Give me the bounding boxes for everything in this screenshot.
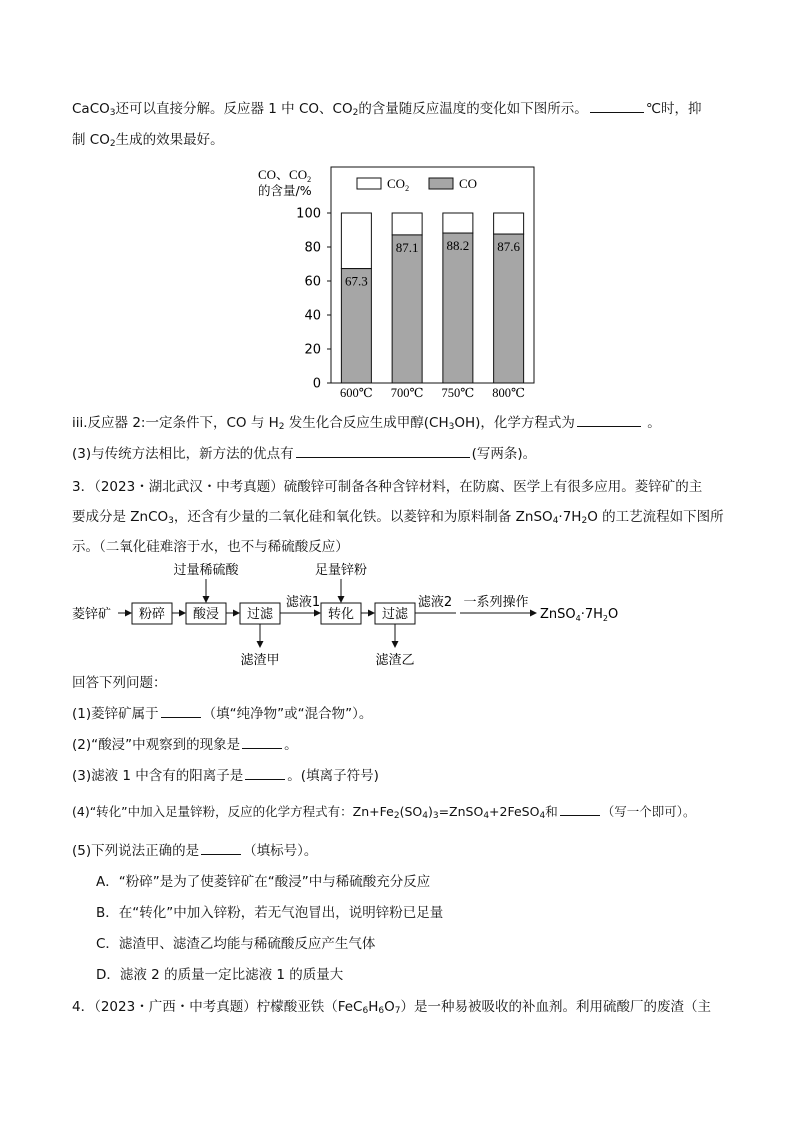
problem-3-line-1: 3．（2023・湖北武汉・中考真题）硫酸锌可制备各种含锌材料，在防腐、医学上有很多应用。菱锌矿的主 [72,479,703,495]
process-flow-diagram [60,558,680,670]
answer-blank-q4[interactable] [560,803,600,816]
answer-intro: 回答下列问题： [72,675,167,691]
flow-residue-1: 滤渣甲 [240,653,280,668]
answer-blank-q3[interactable] [245,767,285,780]
flow-filtrate-2: 滤液2 [417,595,453,610]
bar-value-label: 87.1 [395,239,419,255]
problem-3-line-2: 要成分是 ZnCO$_3$，还含有少量的二氧化硅和氧化铁。以菱锌和为原料制备 $ZnSO_4\cdot 7H_2O$ 的工艺流程如下图所 [72,509,724,526]
flow-reagent-zinc: 足量锌粉 [314,563,368,578]
answer-blank-q5[interactable] [201,842,241,855]
question-iii: iii.反应器 2:一定条件下，CO 与 $H_2$ 发生化合反应生成甲醇$(CH_3OH)$，化学方程式为 。 [72,415,661,432]
option-a: A．“粉碎”是为了使菱锌矿在“酸浸”中与稀硫酸充分反应 [96,874,431,890]
legend-swatch [429,178,453,189]
question-3-advantages: (3)与传统方法相比，新方法的优点有 (写两条)。 [72,446,537,462]
intro-line-2: 制 $CO_2$生成的效果最好。 [72,132,224,149]
x-tick-label: 750℃ [441,386,475,400]
question-1: (1)菱锌矿属于 （填“纯净物”或“混合物”）。 [72,706,373,722]
svg-text:转化: 转化 [327,607,355,622]
option-c: C．滤渣甲、滤渣乙均能与稀硫酸反应产生气体 [96,936,376,952]
x-tick-label: 700℃ [390,386,424,400]
flow-residue-2: 滤渣乙 [375,653,415,668]
legend-label: $CO_2$ [387,176,410,193]
bar-co2 [494,213,524,234]
answer-blank-temperature[interactable] [590,100,644,113]
flow-product: $ZnSO_4\cdot 7H_2O$ [540,607,619,623]
bar-value-label: 67.3 [345,273,368,289]
x-tick-label: 600℃ [340,386,373,400]
flow-reagent-acid: 过量稀硫酸 [173,563,239,578]
y-tick-label: 60 [304,274,321,290]
flow-filtrate-1: 滤液1 [285,595,321,610]
bar-value-label: 88.2 [446,238,470,254]
y-tick-label: 40 [304,308,321,324]
y-tick-label: 100 [296,206,321,222]
bar-co [494,234,524,383]
intro-line-1: CaCO$_3$还可以直接分解。反应器 1 中 CO、$CO_2$的含量随反应温度的变化如下图所示。 ℃时，抑 [72,101,702,118]
svg-text:过滤: 过滤 [381,607,409,622]
problem-4-line-1: 4．（2023・广西・中考真题）柠檬酸亚铁$(FeC_6H_6O_7)$是一种易被吸收的补血剂。利用硫酸厂的废渣（主 [72,999,711,1016]
question-4: (4)“转化”中加入足量锌粉，反应的化学方程式有：$Zn+Fe_2(SO_4)_3=ZnSO_4+2FeSO_4$和 （写一个即可）。 [72,804,696,821]
question-5: (5)下列说法正确的是 （填标号）。 [72,843,318,859]
answer-blank-equation[interactable] [577,414,641,427]
y-tick-label: 20 [304,342,321,358]
y-axis-label-line1: CO、$CO_2$ [258,167,312,184]
bar-co [392,235,422,383]
answer-blank-q1[interactable] [161,705,201,718]
option-d: D．滤液 2 的质量一定比滤液 1 的质量大 [96,967,344,983]
flow-input: 菱锌矿 [72,607,112,622]
bar-value-label: 87.6 [497,239,520,255]
y-tick-label: 0 [312,376,321,392]
bar-co2 [443,213,473,233]
y-axis-label-line2: 的含量/% [258,183,312,198]
co-co2-content-chart [250,160,540,400]
bar-co [443,233,473,383]
legend-swatch [357,178,381,189]
question-3: (3)滤液 1 中含有的阳离子是 。(填离子符号) [72,768,379,784]
answer-blank-advantages[interactable] [296,445,470,458]
question-2: (2)“酸浸”中观察到的现象是 。 [72,737,298,753]
svg-text:粉碎: 粉碎 [138,607,166,622]
answer-blank-q2[interactable] [242,736,282,749]
option-b: B．在“转化”中加入锌粉，若无气泡冒出，说明锌粉已足量 [96,905,444,921]
bar-co2 [341,213,371,269]
x-tick-label: 800℃ [492,386,525,400]
bar-co2 [392,213,422,235]
flow-series-ops: 一系列操作 [463,595,529,610]
problem-3-line-3: 示。（二氧化硅难溶于水，也不与稀硫酸反应） [72,539,349,555]
svg-text:过滤: 过滤 [246,607,274,622]
y-tick-label: 80 [304,240,321,256]
legend-label: CO [459,176,478,191]
svg-text:酸浸: 酸浸 [192,607,220,622]
